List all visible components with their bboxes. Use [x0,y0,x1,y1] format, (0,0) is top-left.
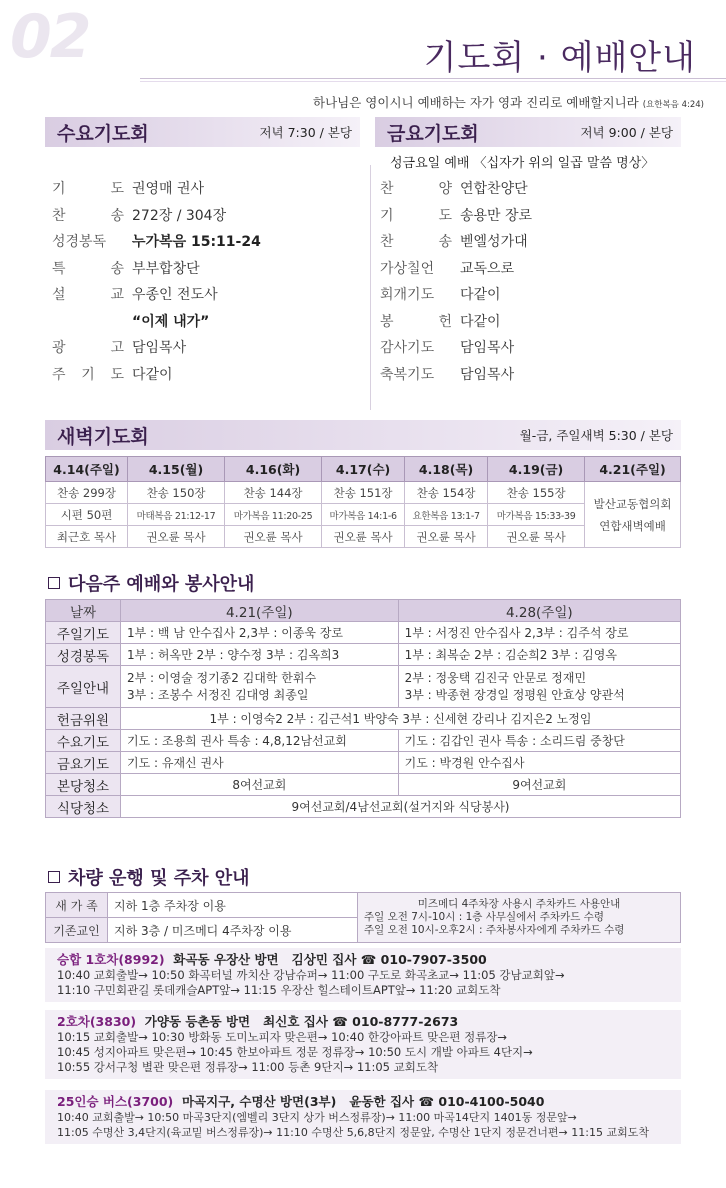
table-row [46,622,681,644]
dawn-title: 새벽기도회 [57,425,149,448]
route-area: 마곡지구, 수명산 방면(3부) [181,1094,337,1109]
program-label: 찬 송 [52,207,124,224]
checkbox-icon [48,577,60,589]
dawn-hymn: 찬송 299장 [46,482,128,504]
friday-program [380,176,532,388]
program-row [380,203,532,230]
dawn-hymn: 찬송 151장 [322,482,405,504]
program-row [52,229,261,256]
dawn-hymn: 찬송 144장 [225,482,322,504]
table-cell: 1부 : 최복순 2부 : 김순희2 3부 : 김영옥 [398,644,680,666]
driver-contact: 김상민 집사 ☎ 010-7907-3500 [291,952,487,967]
parking-heading [48,864,250,890]
program-label: 감사기도 [380,340,435,356]
program-label: 주 기 도 [52,366,124,383]
wednesday-title: 수요기도회 [57,122,149,145]
title-divider [140,78,726,79]
program-value: 우종인 전도사 [132,287,218,303]
dawn-preacher: 권오륜 목사 [128,526,225,548]
program-value: 송용만 장로 [460,207,533,224]
row-label: 식당청소 [46,796,121,818]
car-name: 2호차(3830) [57,1014,137,1029]
route-line: 11:05 수명산 3,4단지(육교밑 버스정류장)→ 11:10 수명산 5,6,8단지 정문앞, 수명산 1단지 정문건너편→ 11:15 교회도착 [57,1126,649,1139]
table-cell: 기도 : 김갑인 권사 특송 : 소리드림 중창단 [398,730,680,752]
dawn-scripture: 마가복음 11:20-25 [225,504,322,526]
program-label: 설 교 [52,287,124,303]
friday-subtitle: 성금요일 예배 〈십자가 위의 일곱 말씀 명상〉 [390,156,655,171]
dawn-day: 4.18(목) [405,457,488,482]
program-value: 부부합창단 [132,260,200,277]
program-value: 담임목사 [460,340,515,356]
program-label: 특 송 [52,260,124,277]
program-row [52,335,261,362]
next-week-table [45,599,681,818]
table-cell [398,666,680,708]
row-label: 새 가 족 [46,893,108,918]
program-value: 담임목사 [460,366,515,383]
usher-line: 2부 : 이영술 정기종2 김대학 한휘수 [127,670,317,685]
table-row [46,730,681,752]
program-value: 벧엘성가대 [460,234,528,250]
route-car-1 [45,948,681,1002]
program-value: 다같이 [460,313,501,330]
dawn-preacher: 권오륜 목사 [225,526,322,548]
dawn-scripture: 마가복음 14:1-6 [322,504,405,526]
wednesday-program [52,176,261,388]
dawn-scripture: 시편 50편 [46,504,128,526]
wednesday-time: 저녁 7:30 / 본당 [259,125,352,140]
friday-title: 금요기도회 [387,122,479,145]
program-value: 272장 / 304장 [132,207,227,224]
program-label: 봉 헌 [380,313,452,330]
dawn-day: 4.17(수) [322,457,405,482]
route-line: 10:40 교회출발→ 10:50 화곡터널 까치산 강남슈퍼→ 11:00 구도로 화곡초교→ 11:05 강남교회앞→ [57,968,565,982]
row-label: 헌금위원 [46,708,121,730]
row-label: 성경봉독 [46,644,121,666]
program-row [380,309,532,336]
program-row [52,362,261,389]
program-value: “이제 내가” [132,313,210,330]
dawn-preacher: 최근호 목사 [46,526,128,548]
dawn-header [45,420,681,450]
verse-reference: (요한복음 4:24) [642,100,704,110]
page-number: 02 [10,2,90,72]
dawn-scripture: 요한복음 13:1-7 [405,504,488,526]
program-label: 가상칠언 [380,260,435,277]
parking-card-note [358,893,681,943]
parking-heading-text: 차량 운행 및 주차 안내 [68,868,250,889]
driver-contact: 최신호 집사 ☎ 010-8777-2673 [263,1014,459,1029]
program-row [380,335,532,362]
program-label: 찬 양 [380,181,452,197]
route-area: 화곡동 우장산 방면 [173,952,279,967]
table-row [46,774,681,796]
program-row [380,256,532,283]
dawn-preacher: 권오륜 목사 [405,526,488,548]
checkbox-icon [48,871,60,883]
program-row [380,176,532,203]
row-label: 주일기도 [46,622,121,644]
table-cell: 9여선교회 [398,774,680,796]
dawn-special [585,482,681,548]
program-label: 광 고 [52,340,124,356]
table-row [46,666,681,708]
page-title: 기도회 · 예배안내 [423,38,696,78]
dawn-hymn: 찬송 154장 [405,482,488,504]
friday-time: 저녁 9:00 / 본당 [580,125,673,140]
row-label: 수요기도 [46,730,121,752]
program-row [52,256,261,283]
program-row [380,362,532,389]
program-value: 담임목사 [132,340,187,356]
wednesday-header [45,117,360,147]
route-car-2 [45,1010,681,1079]
program-value: 권영매 권사 [132,181,205,197]
route-line: 10:40 교회출발→ 10:50 마곡3단지(엠벨리 3단지 상가 버스정류장)→ 11:00 마곡14단지 1401동 정문앞→ [57,1111,577,1124]
table-row [46,893,681,918]
friday-header [375,117,681,147]
date-2-header: 4.28(주일) [398,600,680,622]
row-label: 기존교인 [46,918,108,943]
program-row [52,282,261,309]
table-cell: 1부 : 백 남 안수집사 2,3부 : 이종욱 장로 [121,622,399,644]
dawn-time: 월-금, 주일새벽 5:30 / 본당 [519,428,673,443]
route-line: 10:55 강서구청 별관 맞은편 정류장→ 11:00 등촌 9단지→ 11:05 교회도착 [57,1060,439,1074]
dawn-special-line2: 연합새벽예배 [599,518,666,533]
route-area: 가양동 등촌동 방면 [144,1014,251,1029]
usher-line: 3부 : 박종현 장경일 정평원 안효상 양관석 [404,687,625,702]
car-name: 승합 1호차(8992) [57,952,165,967]
dawn-days-row [46,457,681,482]
program-value: 누가복음 15:11-24 [132,234,261,250]
title-divider-2 [140,81,726,82]
table-row [46,644,681,666]
table-row [46,752,681,774]
column-divider [370,165,371,410]
table-cell: 8여선교회 [121,774,399,796]
program-row [52,176,261,203]
dawn-hymn-row [46,482,681,504]
dawn-special-line1: 발산교동협의회 [593,496,672,511]
parking-table [45,892,681,943]
dawn-hymn: 찬송 150장 [128,482,225,504]
route-line: 10:15 교회출발→ 10:30 방화동 도미노피자 맞은편→ 10:40 한강아파트 맞은편 정류장→ [57,1030,508,1044]
date-1-header: 4.21(주일) [121,600,399,622]
program-label [52,309,132,336]
dawn-preacher: 권오륜 목사 [322,526,405,548]
row-label: 주일안내 [46,666,121,708]
table-cell: 기도 : 박경원 안수집사 [398,752,680,774]
row-label: 본당청소 [46,774,121,796]
route-line: 11:10 구민회관길 롯데캐슬APT앞→ 11:15 우장산 힐스테이트APT앞→ 11:20 교회도착 [57,983,501,997]
table-cell: 9여선교회/4남선교회(설거지와 식당봉사) [121,796,681,818]
table-cell [121,666,399,708]
driver-contact: 윤동한 집사 ☎ 010-4100-5040 [349,1094,545,1109]
note-line: 주일 오전 10시-오후2시 : 주차봉사자에게 주차카드 수령 [364,924,625,936]
next-week-header-row [46,600,681,622]
table-cell: 기도 : 유재신 권사 [121,752,399,774]
bible-verse [313,93,704,111]
program-row [52,309,261,336]
next-week-heading-text: 다음주 예배와 봉사안내 [68,574,255,595]
program-row [52,203,261,230]
table-cell: 1부 : 서정진 안수집사 2,3부 : 김주석 장로 [398,622,680,644]
note-title: 미즈메디 4주차장 사용시 주차카드 사용안내 [417,898,621,910]
program-value: 다같이 [132,366,173,383]
program-row [380,229,532,256]
route-line: 10:45 성지아파트 맞은편→ 10:45 한보아파트 정문 정류장→ 10:50 도시 개발 아파트 4단지→ [57,1045,533,1059]
usher-line: 3부 : 조봉수 서정진 김대영 최종일 [127,687,309,702]
program-label: 성경봉독 [52,234,107,250]
next-week-heading [48,570,254,596]
program-label: 기 도 [380,207,452,224]
usher-line: 2부 : 정웅택 김진국 안문로 정재민 [404,670,587,685]
dawn-scripture: 마태복음 21:12-17 [128,504,225,526]
route-header [57,1094,669,1109]
program-label: 찬 송 [380,234,452,250]
dawn-day: 4.15(월) [128,457,225,482]
dawn-day: 4.16(화) [225,457,322,482]
table-cell: 1부 : 이영숙2 2부 : 김근석1 박양숙 3부 : 신세현 강리나 김지은2 노정임 [121,708,681,730]
row-label: 금요기도 [46,752,121,774]
dawn-day: 4.19(금) [488,457,585,482]
route-bus [45,1090,681,1144]
table-cell: 지하 3층 / 미즈메디 4주차장 이용 [108,918,358,943]
dawn-day: 4.21(주일) [585,457,681,482]
note-line: 주일 오전 7시-10시 : 1층 사무실에서 주차카드 수령 [364,911,604,923]
dawn-preacher: 권오륜 목사 [488,526,585,548]
table-row [46,796,681,818]
dawn-day: 4.14(주일) [46,457,128,482]
table-cell: 지하 1층 주차장 이용 [108,893,358,918]
route-header [57,952,669,967]
table-cell: 1부 : 허옥만 2부 : 양수정 3부 : 김옥희3 [121,644,399,666]
program-value: 교독으로 [460,260,515,277]
program-value: 다같이 [460,287,501,303]
car-name: 25인승 버스(3700) [57,1094,174,1109]
table-cell: 기도 : 조용희 권사 특송 : 4,8,12남선교회 [121,730,399,752]
dawn-scripture: 마가복음 15:33-39 [488,504,585,526]
verse-text: 하나님은 영이시니 예배하는 자가 영과 진리로 예배할지니라 [313,95,639,110]
route-header [57,1014,669,1029]
table-row [46,708,681,730]
program-label: 기 도 [52,181,124,197]
dawn-schedule-table [45,456,681,548]
program-label: 회개기도 [380,287,435,303]
date-column-header: 날짜 [46,600,121,622]
program-label: 축복기도 [380,366,435,383]
program-row [380,282,532,309]
program-value: 연합찬양단 [460,181,528,197]
dawn-hymn: 찬송 155장 [488,482,585,504]
